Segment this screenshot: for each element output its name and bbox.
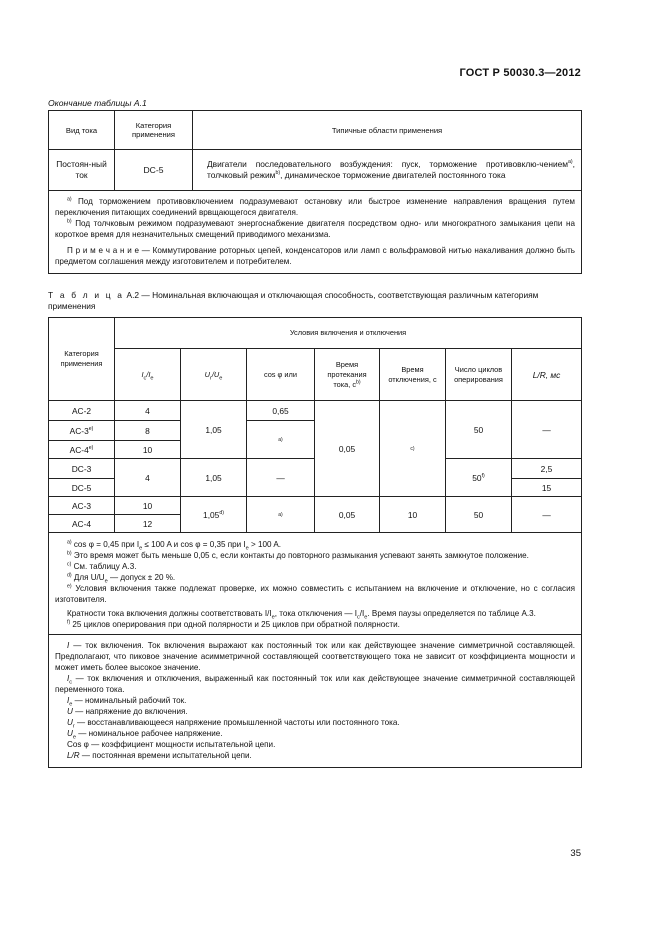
cat-dc3: DC-3 [49,459,115,479]
header-current-type: Вид тока [49,111,115,150]
u-group3: 1,05$^{d)}$ [181,497,247,533]
note-label: П р и м е ч а н и е [67,246,140,255]
application-end: , динамическое торможение двигателей постоянного тока [280,170,506,180]
table-a2 [48,317,582,768]
header-cos: cos φ или [247,349,315,401]
header-applications: Типичные области применения [193,111,582,150]
table2-legend: I — ток включения. Ток включения выражают как постоянный ток или как действующее значение симметричной составляющей. Предполагают, что пиковое значение асимметричной составляющей соответствующего тока не зависит от коэффициента мощности и может иметь более высокое значение. $I_c$ — ток включения и отключения, выраженный как постоянный ток или как действующее значение симметричной составляющей переменного тока. $I_e$ — номинальный рабочий ток. U — напряжение до включения. $U_r$ — восстанавливающееся напряжение промышленной частоты или постоянного тока. $U_e$ — номинальное рабочее напряжение. Cos φ — коэффициент мощности испытательной цепи. L/R — постоянная времени испытательной цепи. [49,635,582,768]
footnote-a-mark: a) [67,196,72,203]
ratio-dc: 4 [115,459,181,497]
cell-current-type: Постоян-ный ток [49,150,115,191]
table2-caption [48,290,582,312]
lr-group1: — [512,401,582,459]
application-text: Двигатели последовательного возбуждения: пуск, торможение противовклю-чением [207,159,569,169]
cos-group1: a) [247,421,315,459]
table2-caption-text: А.2 — Номинальная включающая и отключающая способность, соответствующая различным категориям применения [48,290,539,311]
table1-notes [49,191,582,274]
time-flow-group3: 0,05 [315,497,380,533]
cat-ac4: AC-4 [49,515,115,533]
header-conditions: Условия включения и отключения [115,318,582,349]
header-time-off: Время отключения, с [380,349,446,401]
ratio-ac2: 4 [115,401,181,421]
header-time-flow: Время протекания тока, $c^{b)}$ [315,349,380,401]
header-category: Категория применения [115,111,193,150]
table-a1-continuation [48,110,582,274]
header-category: Категория применения [49,318,115,401]
cycles-group1: 50 [446,401,512,459]
footnote-b: Под толчковым режимом подразумевают энергоснабжение двигателя посредством одно- или многократного замыкания цепи на короткое время для незначительных смещений приводимого механизма. [55,219,576,239]
application-sup-a: a) [568,159,573,166]
page-number: 35 [570,848,581,859]
standard-designation: ГОСТ Р 50030.3—2012 [459,67,581,79]
cell-application [193,150,582,191]
ratio-ac3: 10 [115,497,181,515]
ratio-ac3e: 8 [115,421,181,441]
cycles-group2: 50$^{f)}$ [446,459,512,497]
cos-ac2: 0,65 [247,401,315,421]
cos-group2: — [247,459,315,497]
time-off-group3: 10 [380,497,446,533]
footnote-a: Под торможением противовключением подразумевают остановку или быстрое изменение направления вращения путем переключения питающих соединений врвщающегося двигателя. [55,197,575,217]
cat-ac4e: AC-4$^{e)}$ [49,441,115,459]
cycles-group3: 50 [446,497,512,533]
header-ic-ie: $I_c/I_e$ [115,349,181,401]
cat-ac3: AC-3 [49,497,115,515]
time-off-group1: c) [380,401,446,497]
header-cycles: Число циклов оперирования [446,349,512,401]
cat-ac3e: AC-3$^{e)}$ [49,421,115,441]
cat-dc5: DC-5 [49,479,115,497]
lr-dc3: 2,5 [512,459,582,479]
note-text: — Коммутирование роторных цепей, конденсаторов или ламп с вольфрамовой нитью накаливания должно быть предметом соглашения между изготовителем и потребителем. [55,246,575,266]
footnote-b-mark: b) [67,218,72,225]
u-group1: 1,05 [181,401,247,459]
application-mid: , толчковый режим [207,159,575,180]
ratio-ac4: 12 [115,515,181,533]
table1-caption: Окончание таблицы А.1 [48,98,147,108]
ratio-ac4e: 10 [115,441,181,459]
lr-group3: — [512,497,582,533]
header-lr: L/R, мс [512,349,582,401]
cat-ac2: AC-2 [49,401,115,421]
cos-group3: a) [247,497,315,533]
cell-category: DC-5 [115,150,193,191]
table2-footnotes: $^{a)}$ cos φ = 0,45 при $I_e \le 100$ A и cos φ = 0,35 при $I_e > 100$ A. $^{b)}$ Это время может быть меньше 0,05 с, если контакты до повторного размыкания успевают занять замкнутое положение. $^{c)}$ См. таблицу А.3. $^{d)}$ Для $U/U_e$ — допуск ± 20 %. $^{e)}$ Условия включения также подлежат проверке, их можно совместить с испытанием на включение и отключение, но с согласия изготовителя. Кратности тока включения должны соответствовать $I/I_e$, тока отключения — $I_c/I_e$. Время паузы определяется по таблице А.3. $^{f)}$ 25 циклов оперирования при одной полярности и 25 циклов при обратной полярности. [49,533,582,635]
u-group2: 1,05 [181,459,247,497]
application-sup-b: b) [275,170,281,177]
header-ur-ue: $U_r/U_e$ [181,349,247,401]
lr-dc5: 15 [512,479,582,497]
table2-caption-label: Т а б л и ц а [48,290,125,300]
time-flow-group1: 0,05 [315,401,380,497]
